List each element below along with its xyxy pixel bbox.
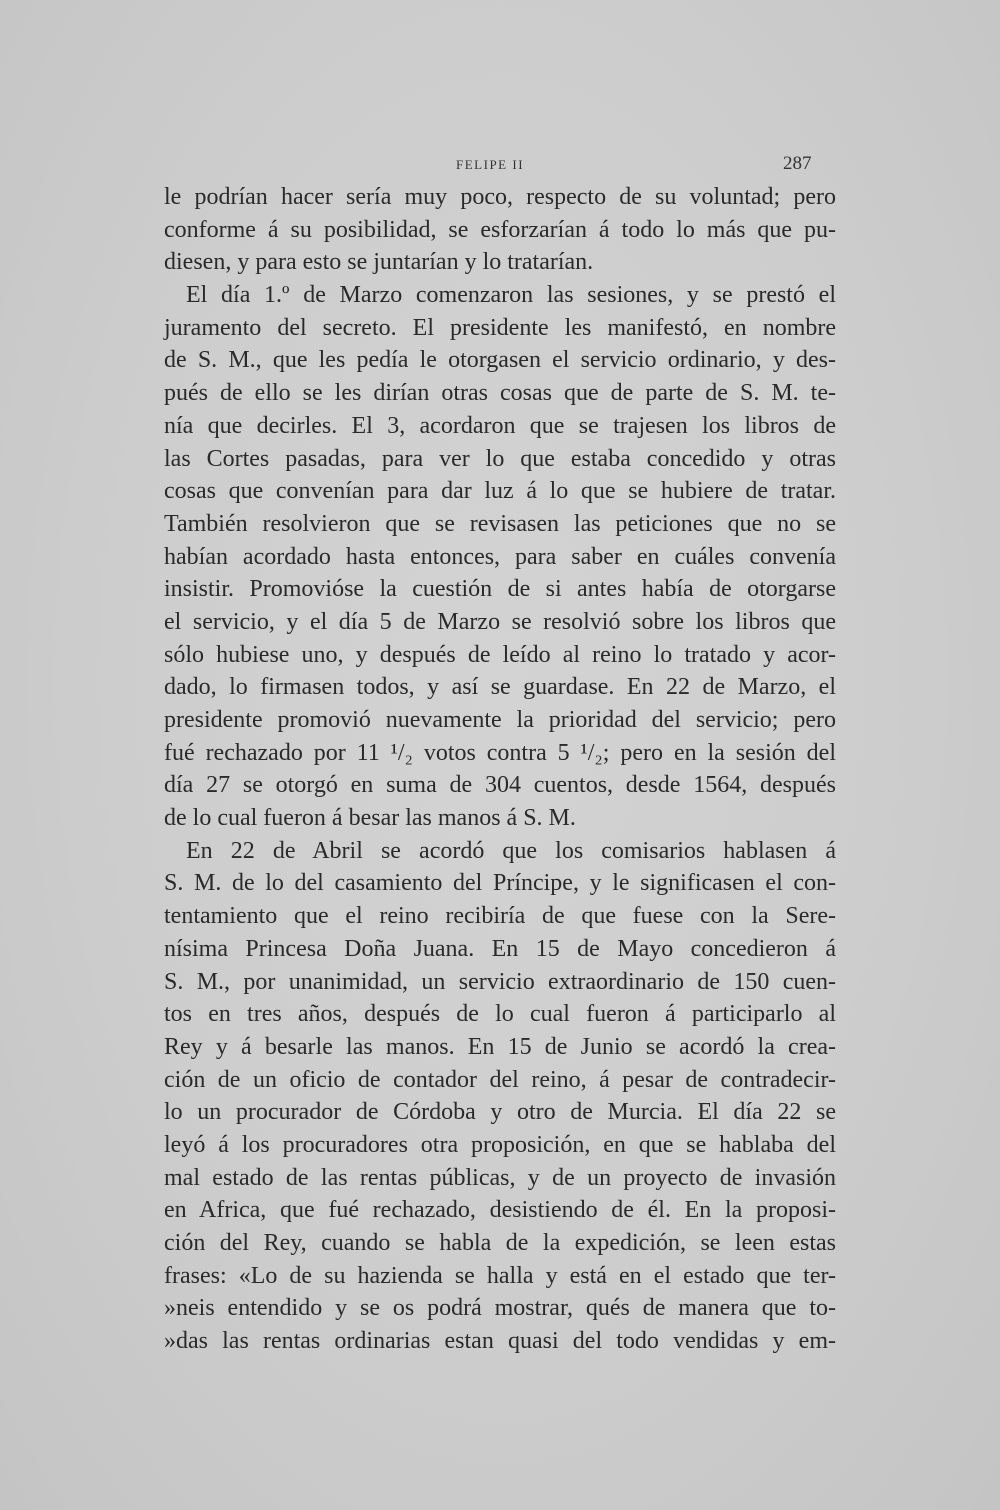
text-line: le podrían hacer sería muy poco, respecto de su voluntad; pero bbox=[164, 184, 836, 210]
text-line: mal estado de las rentas públicas, y de un proyecto de invasión bbox=[164, 1164, 836, 1191]
text-line: día 27 se otorgó en suma de 304 cuentos, desde 1564, después bbox=[164, 772, 836, 799]
text-line: el servicio, y el día 5 de Marzo se resolvió sobre los libros que bbox=[164, 608, 836, 635]
text-line: dado, lo firmasen todos, y así se guardase. En 22 de Marzo, el bbox=[164, 674, 836, 701]
text-line: nía que decirles. El 3, acordaron que se trajesen los libros de bbox=[164, 412, 836, 439]
text-line: ción de un oficio de contador del reino, á pesar de contradecir- bbox=[164, 1066, 836, 1093]
text-line: cosas que convenían para dar luz á lo que se hubiere de tratar. bbox=[164, 478, 836, 505]
text-line: insistir. Promovióse la cuestión de si antes había de otorgarse bbox=[164, 576, 836, 603]
text-line: lo un procurador de Córdoba y otro de Murcia. El día 22 se bbox=[164, 1099, 836, 1126]
page-number: 287 bbox=[783, 153, 812, 174]
text-line: fué rechazado por 11 ¹/₂ votos contra 5 ¹/₂; pero en la sesión del bbox=[164, 739, 836, 766]
text-line: ción del Rey, cuando se habla de la expedición, se leen estas bbox=[164, 1230, 836, 1256]
body-text bbox=[164, 181, 836, 1358]
text-line: juramento del secreto. El presidente les manifestó, en nombre bbox=[164, 314, 836, 341]
text-line: presidente promovió nuevamente la prioridad del servicio; pero bbox=[164, 707, 836, 733]
page-header bbox=[0, 150, 1000, 180]
text-line: diesen, y para esto se juntarían y lo tratarían. bbox=[164, 249, 594, 276]
running-head: FELIPE II bbox=[456, 157, 525, 172]
text-line: las Cortes pasadas, para ver lo que estaba concedido y otras bbox=[164, 445, 836, 472]
text-line: »das las rentas ordinarias estan quasi del todo vendidas y em- bbox=[164, 1328, 836, 1355]
text-line: Rey y á besarle las manos. En 15 de Junio se acordó la crea- bbox=[164, 1033, 836, 1060]
text-line: sólo hubiese uno, y después de leído al reino lo tratado y acor- bbox=[164, 641, 836, 668]
text-line: tos en tres años, después de lo cual fueron á participarlo al bbox=[164, 1001, 836, 1028]
text-line: en Africa, que fué rechazado, desistiendo de él. En la proposi- bbox=[164, 1197, 836, 1224]
text-line: conforme á su posibilidad, se esforzarían á todo lo más que pu- bbox=[164, 216, 836, 243]
text-line: pués de ello se les dirían otras cosas que de parte de S. M. te- bbox=[164, 380, 836, 407]
text-line: En 22 de Abril se acordó que los comisarios hablasen á bbox=[186, 837, 836, 864]
text-line: habían acordado hasta entonces, para saber en cuáles convenía bbox=[164, 543, 836, 570]
text-line: de lo cual fueron á besar las manos á S. M. bbox=[164, 805, 576, 832]
text-line: También resolvieron que se revisasen las peticiones que no se bbox=[164, 510, 836, 537]
text-line: S. M. de lo del casamiento del Príncipe, y le significasen el con- bbox=[164, 870, 836, 897]
text-line: nísima Princesa Doña Juana. En 15 de Mayo concedieron á bbox=[164, 935, 836, 962]
text-line: tentamiento que el reino recibiría de que fuese con la Sere- bbox=[164, 903, 836, 930]
text-line: de S. M., que les pedía le otorgasen el servicio ordinario, y des- bbox=[164, 347, 836, 374]
text-line: frases: «Lo de su hazienda se halla y está en el estado que ter- bbox=[164, 1262, 836, 1289]
text-line: »neis entendido y se os podrá mostrar, qués de manera que to- bbox=[164, 1295, 836, 1322]
text-line: El día 1.º de Marzo comenzaron las sesiones, y se prestó el bbox=[186, 282, 836, 309]
text-line: S. M., por unanimidad, un servicio extraordinario de 150 cuen- bbox=[164, 968, 836, 995]
text-line: leyó á los procuradores otra proposición, en que se hablaba del bbox=[164, 1131, 836, 1158]
